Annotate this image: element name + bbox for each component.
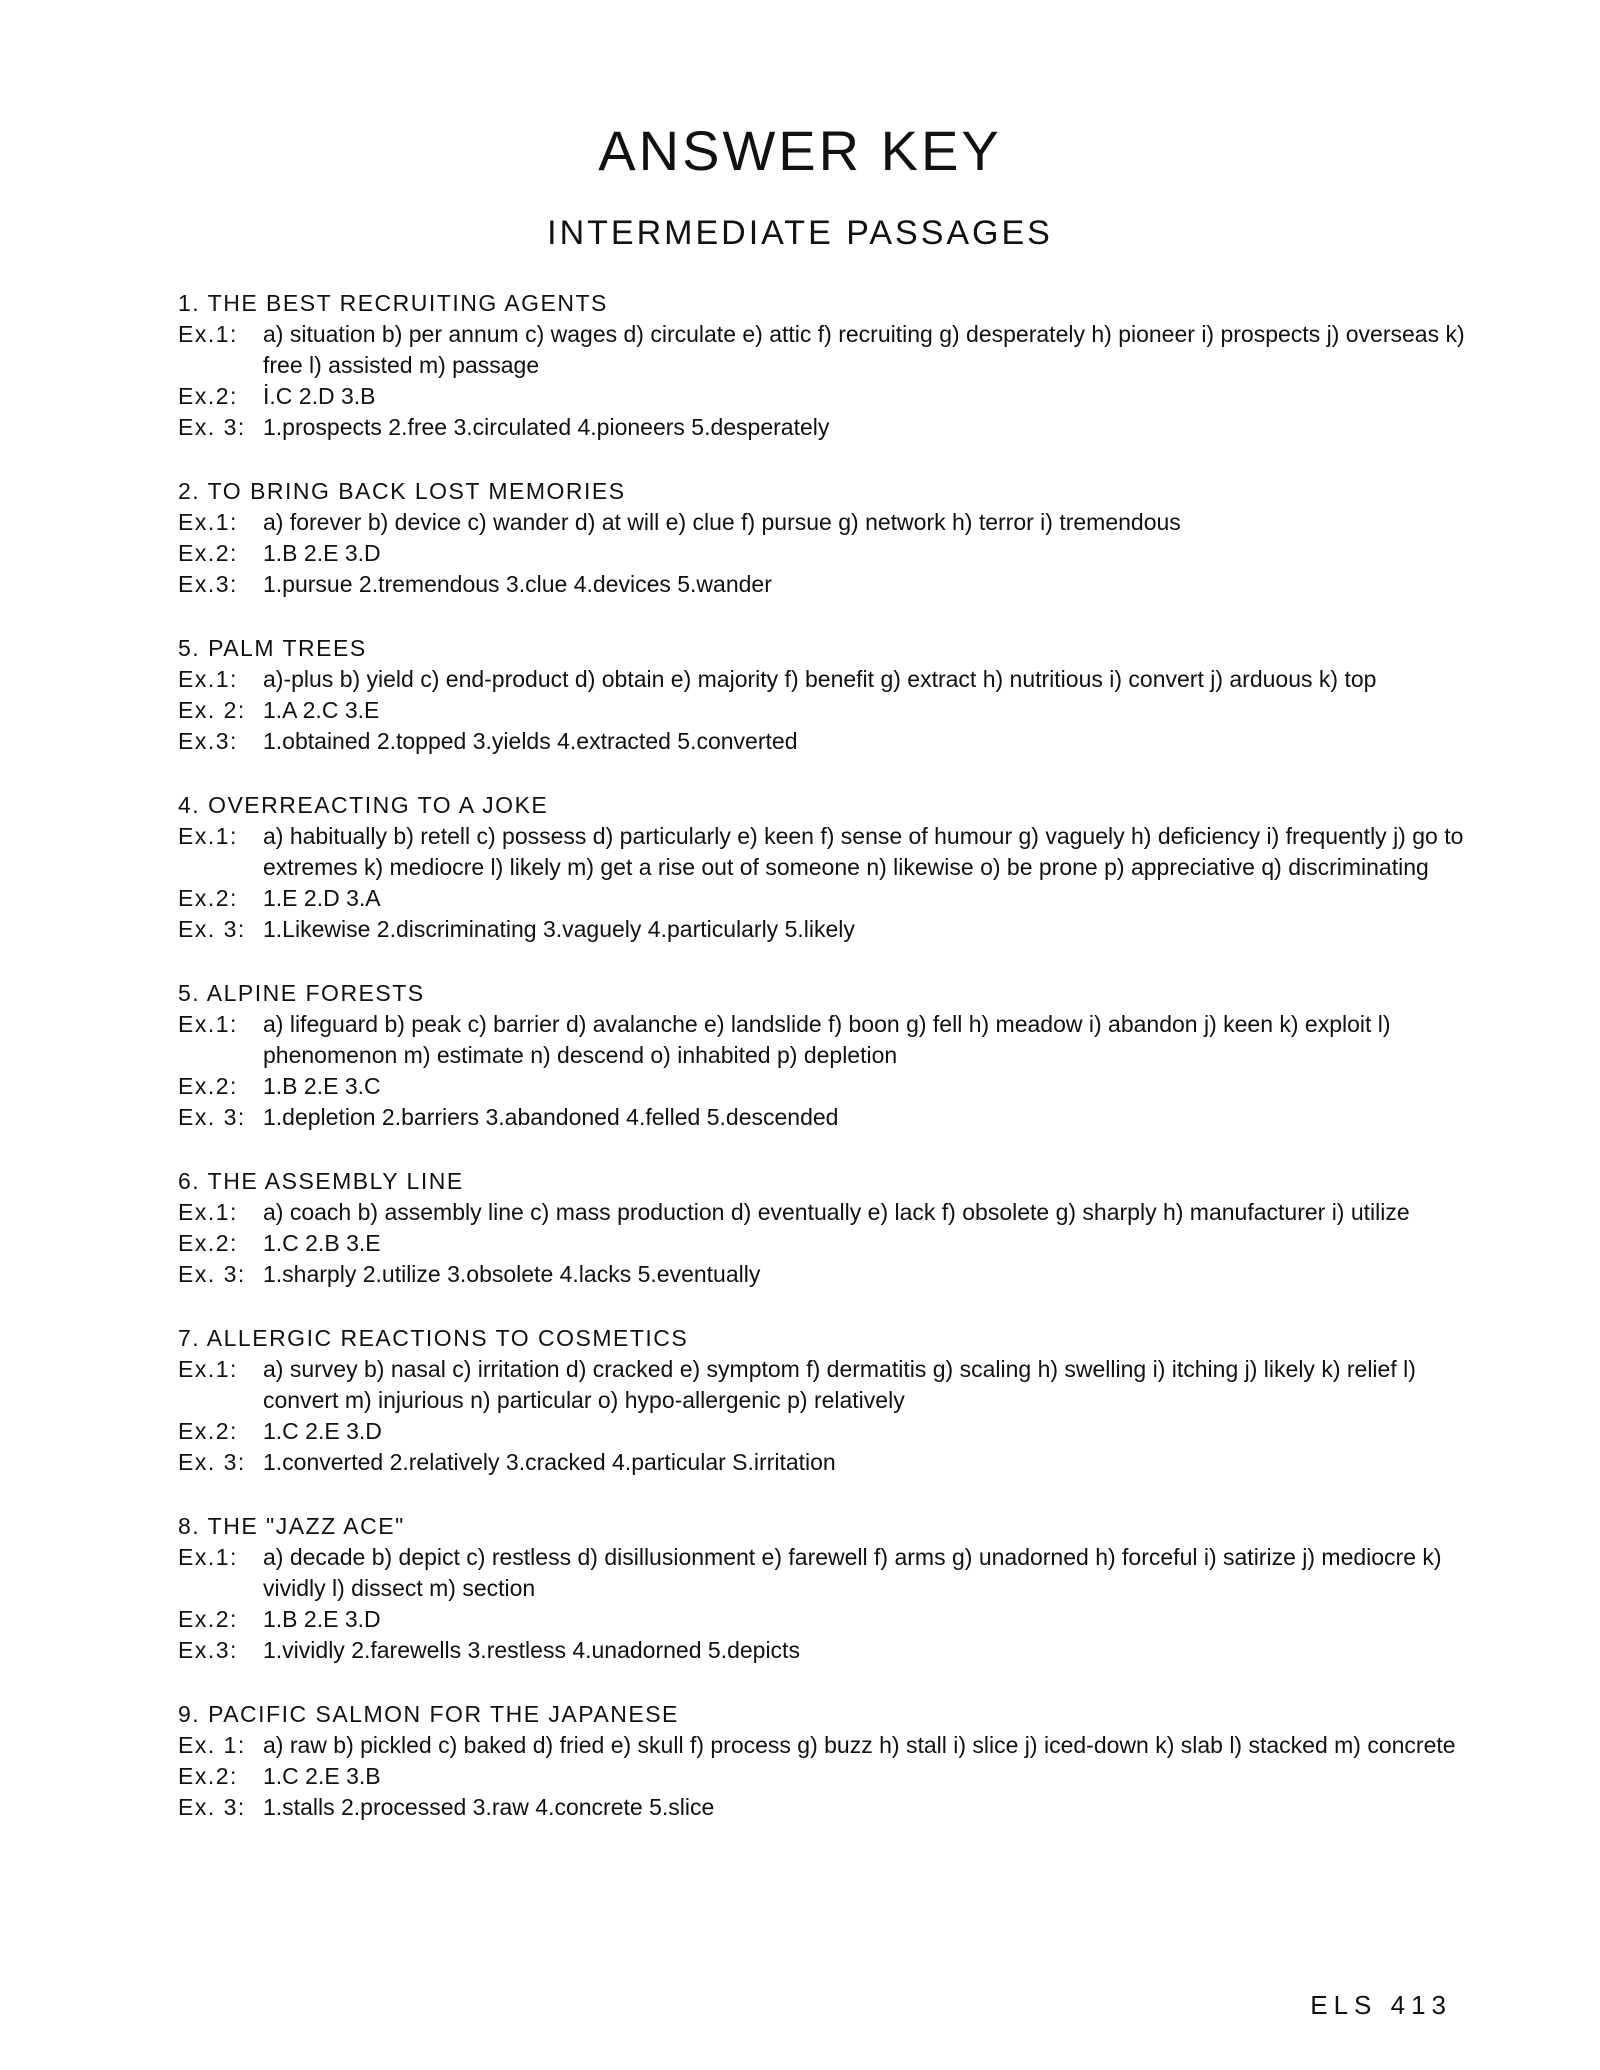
exercise-3-row [178, 1102, 1478, 1133]
exercise-answers: 1.C 2.E 3.B [263, 1763, 381, 1789]
page-subtitle: INTERMEDIATE PASSAGES [547, 214, 1053, 252]
exercise-answers: 1.A 2.C 3.E [263, 697, 380, 723]
section-heading: 5. PALM TREES [178, 635, 367, 661]
answer-section [178, 1166, 1478, 1290]
section-heading: 9. PACIFIC SALMON FOR THE JAPANESE [178, 1701, 679, 1727]
exercise-3-row [178, 1447, 1478, 1478]
exercise-answers: 1.B 2.E 3.D [263, 1606, 381, 1632]
exercise-answers: 1.B 2.E 3.D [263, 540, 381, 566]
exercise-2-row [178, 883, 1478, 914]
exercise-answers: 1.depletion 2.barriers 3.abandoned 4.felled 5.descended [263, 1104, 839, 1130]
exercise-label: Ex.2: [178, 1418, 238, 1444]
answer-section [178, 1511, 1478, 1666]
answer-section [178, 633, 1478, 757]
exercise-label: Ex. 3: [178, 1104, 246, 1130]
exercise-label: Ex. 2: [178, 697, 246, 723]
exercise-label: Ex.3: [178, 1637, 238, 1663]
answer-section [178, 790, 1478, 945]
exercise-1-row [178, 664, 1478, 695]
exercise-1-row [178, 1730, 1478, 1761]
exercise-label: Ex.1: [178, 1011, 238, 1037]
exercise-answers: 1.E 2.D 3.A [263, 885, 381, 911]
exercise-2-row [178, 1604, 1478, 1635]
exercise-label: Ex.2: [178, 540, 238, 566]
exercise-answers: a) raw b) pickled c) baked d) fried e) skull f) process g) buzz h) stall i) slice j) iced-down k) slab l) stacked m) concrete [263, 1732, 1456, 1758]
exercise-3-row [178, 914, 1478, 945]
exercise-answers: 1.pursue 2.tremendous 3.clue 4.devices 5.wander [263, 571, 772, 597]
exercise-2-row [178, 695, 1478, 726]
section-heading: 2. TO BRING BACK LOST MEMORIES [178, 478, 626, 504]
exercise-answers: 1.stalls 2.processed 3.raw 4.concrete 5.slice [263, 1794, 715, 1820]
exercise-answers: a) lifeguard b) peak c) barrier d) avalanche e) landslide f) boon g) fell h) meadow i) abandon j) keen k) exploit l) phenomenon m) estimate n) descend o) inhabited p) depletion [263, 1011, 1391, 1068]
exercise-1-row [178, 821, 1478, 883]
exercise-label: Ex.1: [178, 1356, 238, 1382]
exercise-answers: a) survey b) nasal c) irritation d) cracked e) symptom f) dermatitis g) scaling h) swelling i) itching j) likely k) relief l) convert m) injurious n) particular o) hypo-allergenic p) relatively [263, 1356, 1416, 1413]
exercise-answers: 1.C 2.B 3.E [263, 1230, 381, 1256]
answer-section [178, 1699, 1478, 1823]
exercise-label: Ex.2: [178, 1763, 238, 1789]
exercise-label: Ex.2: [178, 383, 238, 409]
exercise-label: Ex.1: [178, 1544, 238, 1570]
exercise-1-row [178, 319, 1478, 381]
exercise-label: Ex.2: [178, 1606, 238, 1632]
exercise-3-row [178, 1792, 1478, 1823]
exercise-label: Ex. 3: [178, 916, 246, 942]
exercise-3-row [178, 726, 1478, 757]
section-heading: 5. ALPINE FORESTS [178, 980, 425, 1006]
exercise-2-row [178, 1071, 1478, 1102]
answer-sections [178, 288, 1478, 1856]
exercise-answers: a) forever b) device c) wander d) at will e) clue f) pursue g) network h) terror i) tremendous [263, 509, 1181, 535]
section-heading: 6. THE ASSEMBLY LINE [178, 1168, 464, 1194]
section-heading: 7. ALLERGIC REACTIONS TO COSMETICS [178, 1325, 689, 1351]
exercise-answers: a) situation b) per annum c) wages d) circulate e) attic f) recruiting g) desperately h) pioneer i) prospects j) overseas k) free l) assisted m) passage [263, 321, 1465, 378]
exercise-label: Ex.1: [178, 1199, 238, 1225]
exercise-label: Ex. 3: [178, 414, 246, 440]
exercise-2-row [178, 381, 1478, 412]
exercise-2-row [178, 1416, 1478, 1447]
exercise-3-row [178, 412, 1478, 443]
exercise-label: Ex.3: [178, 571, 238, 597]
exercise-answers: 1.sharply 2.utilize 3.obsolete 4.lacks 5.eventually [263, 1261, 761, 1287]
exercise-1-row [178, 1354, 1478, 1416]
page-title: ANSWER KEY [598, 119, 1002, 182]
exercise-label: Ex.3: [178, 728, 238, 754]
page-footer: ELS 413 [1310, 1990, 1452, 2020]
exercise-label: Ex.1: [178, 509, 238, 535]
exercise-label: Ex.2: [178, 885, 238, 911]
exercise-1-row [178, 507, 1478, 538]
exercise-answers: 1.converted 2.relatively 3.cracked 4.particular S.irritation [263, 1449, 836, 1475]
answer-section [178, 978, 1478, 1133]
answer-section [178, 288, 1478, 443]
exercise-answers: 1.prospects 2.free 3.circulated 4.pioneers 5.desperately [263, 414, 830, 440]
exercise-answers: a)-plus b) yield c) end-product d) obtain e) majority f) benefit g) extract h) nutritious i) convert j) arduous k) top [263, 666, 1377, 692]
exercise-1-row [178, 1197, 1478, 1228]
exercise-answers: 1.B 2.E 3.C [263, 1073, 381, 1099]
section-heading: 1. THE BEST RECRUITING AGENTS [178, 290, 608, 316]
exercise-1-row [178, 1542, 1478, 1604]
exercise-answers: a) coach b) assembly line c) mass production d) eventually e) lack f) obsolete g) sharply h) manufacturer i) utilize [263, 1199, 1410, 1225]
section-heading: 4. OVERREACTING TO A JOKE [178, 792, 549, 818]
exercise-3-row [178, 1635, 1478, 1666]
exercise-answers: 1.obtained 2.topped 3.yields 4.extracted 5.converted [263, 728, 798, 754]
exercise-label: Ex.1: [178, 666, 238, 692]
exercise-3-row [178, 569, 1478, 600]
exercise-answers: 1.vividly 2.farewells 3.restless 4.unadorned 5.depicts [263, 1637, 800, 1663]
exercise-answers: 1.C 2.E 3.D [263, 1418, 382, 1444]
exercise-label: Ex.2: [178, 1073, 238, 1099]
exercise-2-row [178, 538, 1478, 569]
answer-section [178, 476, 1478, 600]
exercise-label: Ex.2: [178, 1230, 238, 1256]
exercise-2-row [178, 1761, 1478, 1792]
section-heading: 8. THE "JAZZ ACE" [178, 1513, 405, 1539]
exercise-answers: a) habitually b) retell c) possess d) particularly e) keen f) sense of humour g) vaguely h) deficiency i) frequently j) go to extremes k) mediocre l) likely m) get a rise out of someone n) likewise o) be prone p) appreciative q) discriminating [263, 823, 1464, 880]
exercise-answers: 1.Likewise 2.discriminating 3.vaguely 4.particularly 5.likely [263, 916, 855, 942]
exercise-answers: İ.C 2.D 3.B [263, 383, 376, 409]
exercise-label: Ex. 3: [178, 1261, 246, 1287]
exercise-2-row [178, 1228, 1478, 1259]
exercise-label: Ex. 3: [178, 1449, 246, 1475]
exercise-3-row [178, 1259, 1478, 1290]
exercise-label: Ex.1: [178, 321, 238, 347]
exercise-1-row [178, 1009, 1478, 1071]
answer-section [178, 1323, 1478, 1478]
exercise-answers: a) decade b) depict c) restless d) disillusionment e) farewell f) arms g) unadorned h) forceful i) satirize j) mediocre k) vividly l) dissect m) section [263, 1544, 1442, 1601]
exercise-label: Ex. 1: [178, 1732, 246, 1758]
exercise-label: Ex. 3: [178, 1794, 246, 1820]
exercise-label: Ex.1: [178, 823, 238, 849]
